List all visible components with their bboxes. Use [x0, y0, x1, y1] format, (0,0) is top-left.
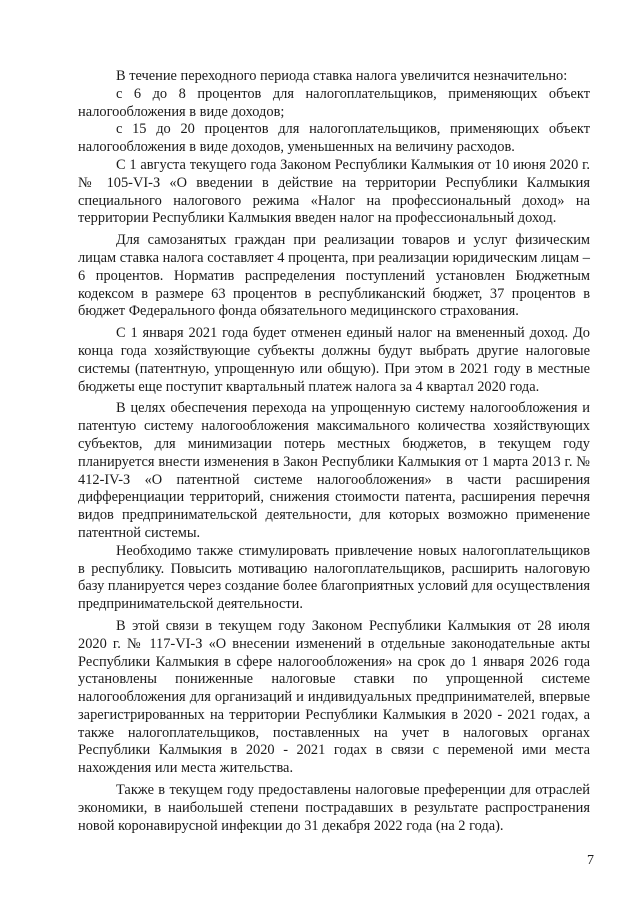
paragraph-rate-income-minus-expenses: с 15 до 20 процентов для налогоплательщиков, применяющих объект налогообложения в виде доходов, уменьшенных на величину расходов. — [78, 121, 590, 156]
paragraph-tax-preferences: Также в текущем году предоставлены налоговые преференции для отраслей экономики, в наибольшей степени пострадавших в результате распространения новой коронавирусной инфекции до 31 декабря 2022 года (на 2 года). — [78, 782, 590, 834]
paragraph-transition-rate: В течение переходного периода ставка налога увеличится незначительно: — [116, 68, 568, 84]
paragraph-rate-income: с 6 до 8 процентов для налогоплательщиков, применяющих объект налогообложения в виде доходов; — [78, 85, 590, 120]
paragraph-self-employed-rates: Для самозанятых граждан при реализации товаров и услуг физическим лицам ставка налога составляет 4 процента, при реализации юридическим лицам – 6 процентов. Норматив распределения поступлений установлен Бюджетным кодексом в размере 63 процентов в республиканский бюджет, 37 процентов в бюджет Федерального фонда обязательного медицинского страхования. — [78, 232, 590, 320]
paragraph-reduced-rates-law: В этой связи в текущем году Законом Республики Калмыкия от 28 июля 2020 г. № 117-VI-З «О внесении изменений в отдельные законодательные акты Республики Калмыкия в сфере налогообложения» на срок до 1 января 2026 года установлены пониженные налоговые ставки по упрощенной системе налогообложения для организаций и индивидуальных предпринимателей, впервые зарегистрированных на территории Республики Калмыкия в 2020 - 2021 годах, а также налогоплательщиков, поставленных на учет в налоговых органах Республики Калмыкия в 2020 - 2021 годах в связи с переменой ими места нахождения или места жительства. — [78, 617, 590, 777]
paragraph-patent-system-changes: В целях обеспечения перехода на упрощенную систему налогообложения и патентую систему налогообложения максимального количества хозяйствующих субъектов, для минимизации потерь местных бюджетов, в текущем году планируется внести изменения в Закон Республики Калмыкия от 1 марта 2013 г. № 412-IV-З «О патентной системе налогообложения» в части расширения дифференциации территорий, снижения стоимости патента, расширения перечня видов предпринимательской деятельности, для которых возможно применение патентной системы. — [78, 400, 590, 541]
page-number: 7 — [587, 853, 594, 868]
paragraph-professional-income-law: С 1 августа текущего года Законом Республики Калмыкия от 10 июня 2020 г. № 105-VI-З «О введении в действие на территории Республики Калмыкия специального налогового режима «Налог на профессиональный доход» на территории Республики Калмыкия введен налог на профессиональный доход. — [78, 156, 590, 227]
document-body — [78, 68, 590, 835]
paragraph-envd-cancellation: С 1 января 2021 года будет отменен единый налог на вмененный доход. До конца года хозяйствующие субъекты должны будут выбрать другие налоговые системы (патентную, упрощенную или общую). При этом в 2021 году в местные бюджеты еще поступит квартальный платеж налога за 4 квартал 2020 года. — [78, 325, 590, 395]
paragraph-stimulate-taxpayers: Необходимо также стимулировать привлечение новых налогоплательщиков в республику. Повысить мотивацию налогоплательщиков, расширить налоговую базу планируется через создание более благоприятных условий для осуществления предпринимательской деятельности. — [78, 542, 590, 613]
